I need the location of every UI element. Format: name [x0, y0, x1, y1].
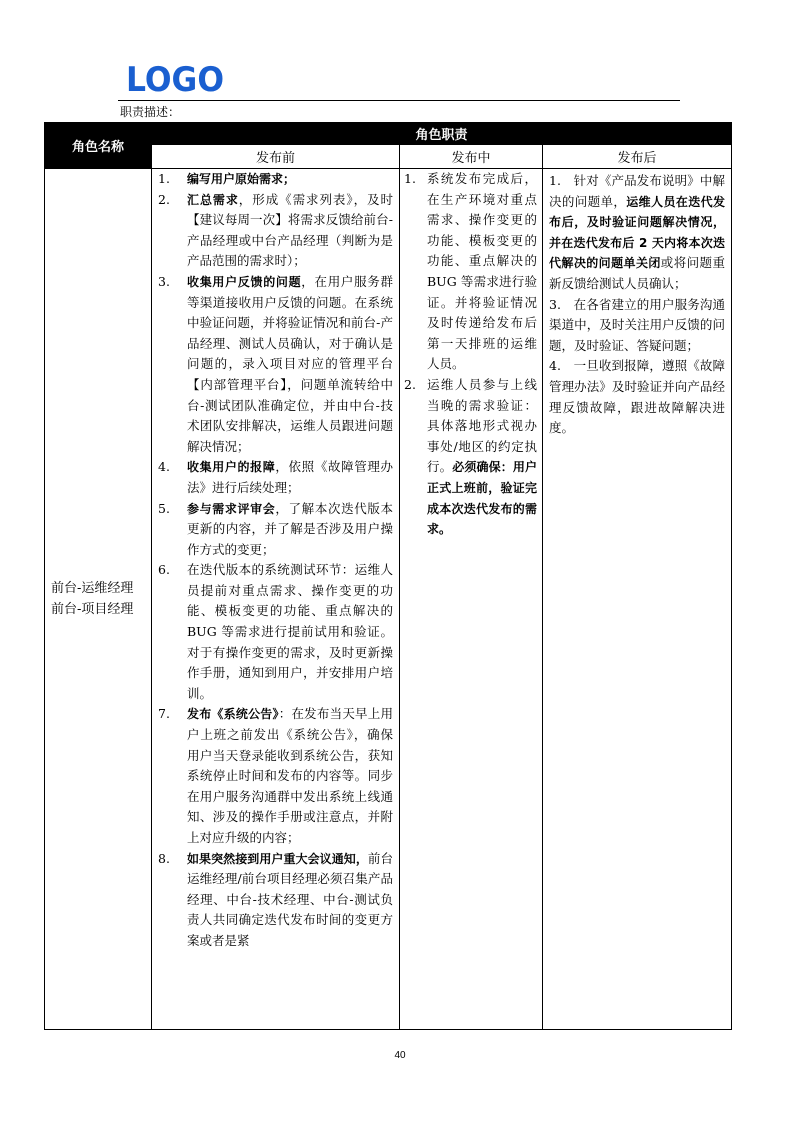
item-bold-text: 汇总需求: [187, 192, 239, 207]
item-bold-text: 收集用户的报障: [187, 460, 276, 475]
item-text: 在迭代版本的系统测试环节：运维人员提前对重点需求、操作变更的功能、模板变更的功能、重点解决的 BUG 等需求进行提前试用和验证。对于有操作变更的需求，及时更新操作手册，通知到用户，并安排用户培训。: [187, 562, 393, 701]
before-release-item: [152, 704, 399, 848]
before-release-item: [152, 272, 399, 457]
during-release-list: [400, 169, 542, 540]
logo-text: LOGO: [126, 62, 224, 96]
item-text: 前台运维经理/前台项目经理必须召集产品经理、中台-技术经理、中台-测试负责人共同确定迭代发布时间的变更方案或者是紧: [187, 850, 393, 948]
header-role-name: 角色名称: [45, 123, 152, 169]
after-release-item: [549, 356, 725, 438]
after-release-item: [549, 171, 725, 295]
item-text: 3. 在各省建立的用户服务沟通渠道中，及时关注用户反馈的问题，及时验证、答疑问题；: [549, 296, 725, 353]
before-release-item: [152, 849, 399, 952]
item-text: ，依照《故障管理办法》进行后续处理；: [187, 459, 393, 495]
subheader-before-release: 发布前: [152, 145, 400, 169]
before-release-item: [152, 560, 399, 704]
before-release-item: [152, 457, 399, 498]
item-bold-text: 必须确保：用户正式上班前，验证完成本次迭代发布的需求。: [427, 460, 537, 537]
after-release-cell: [543, 169, 732, 1030]
item-bold-text: 运维人员在迭代发布后，及时验证问题解决情况，并在迭代发布后 2 天内将本次迭代解决的问题单关闭: [549, 194, 725, 271]
before-release-list: [152, 169, 399, 952]
item-bold-text: 如果突然接到用户重大会议通知，: [187, 851, 368, 866]
before-release-item: [152, 169, 399, 190]
item-number: 2.: [158, 191, 170, 207]
item-text: 运维人员参与上线当晚的需求验证：具体落地形式视办事处/地区的约定执行。: [427, 376, 537, 475]
item-bold-text: 发布《系统公告》: [187, 707, 279, 722]
item-text: ，形成《需求列表》，及时【建议每周一次】将需求反馈给前台-产品经理或中台产品经理（判断为是产品范围的需求时）；: [187, 191, 393, 269]
item-number: 1.: [158, 171, 170, 186]
item-text: 1. 针对《产品发布说明》中解决的问题单，: [549, 173, 725, 209]
item-number: 5.: [158, 500, 170, 516]
item-text: 4. 一旦收到报障，遵照《故障管理办法》及时验证并向产品经理反馈故障，跟进故障解决进度。: [549, 358, 725, 436]
item-number: 2.: [404, 376, 416, 392]
after-release-list: [543, 169, 731, 439]
item-text: ，在用户服务群等渠道接收用户反馈的问题。在系统中验证问题，并将验证情况和前台-产品经理、测试人员确认，对于确认是问题的，录入项目对应的管理平台【内部管理平台】，问题单流转给中台-测试团队准确定位，并由中台-技术团队安排解决，运维人员跟进问题解决情况；: [187, 273, 393, 454]
logo-graphic: [126, 62, 226, 96]
before-release-cell: [152, 169, 400, 1030]
header-rule: [118, 100, 680, 101]
after-release-item: [549, 295, 725, 357]
item-number: 8.: [158, 850, 170, 866]
item-number: 6.: [158, 562, 170, 578]
during-release-item: [400, 169, 542, 375]
during-release-cell: [400, 169, 543, 1030]
before-release-item: [152, 190, 399, 272]
item-text: ：在发布当天早上用户上班之前发出《系统公告》，确保用户当天登录能收到系统公告，获知系统停止时间和发布的内容等。同步在用户服务沟通群中发出系统上线通知、涉及的操作手册或注意点，并附上对应升级的内容；: [187, 706, 393, 845]
role-duty-table: [44, 122, 732, 1030]
item-number: 3.: [158, 273, 170, 289]
item-text: ，了解本次迭代版本更新的内容，并了解是否涉及用户操作方式的变更；: [187, 500, 393, 557]
item-text: 系统发布完成后，在生产环境对重点需求、操作变更的功能、模板变更的功能、重点解决的 BUG 等需求进行验证。并将验证情况及时传递给发布后第一天排班的运维人员。: [427, 171, 537, 372]
item-bold-text: 编写用户原始需求；: [187, 172, 296, 186]
role-line-ops-manager: 前台-运维经理: [51, 581, 134, 596]
subheader-during-release: 发布中: [400, 145, 543, 169]
section-label: 职责描述：: [120, 105, 181, 119]
page-number: 40: [394, 1050, 406, 1061]
subheader-after-release: 发布后: [543, 145, 732, 169]
during-release-item: [400, 375, 542, 540]
item-text-tail: 或将问题重新反馈给测试人员确认；: [549, 255, 725, 291]
item-number: 1.: [404, 171, 416, 186]
item-number: 7.: [158, 706, 170, 722]
role-name-cell: [45, 169, 152, 1030]
item-bold-text: 参与需求评审会: [187, 501, 276, 516]
role-line-project-manager: 前台-项目经理: [51, 602, 134, 617]
item-number: 4.: [158, 459, 170, 475]
before-release-item: [152, 499, 399, 561]
item-bold-text: 收集用户反馈的问题: [187, 274, 302, 289]
header-role-duties: 角色职责: [152, 123, 732, 145]
